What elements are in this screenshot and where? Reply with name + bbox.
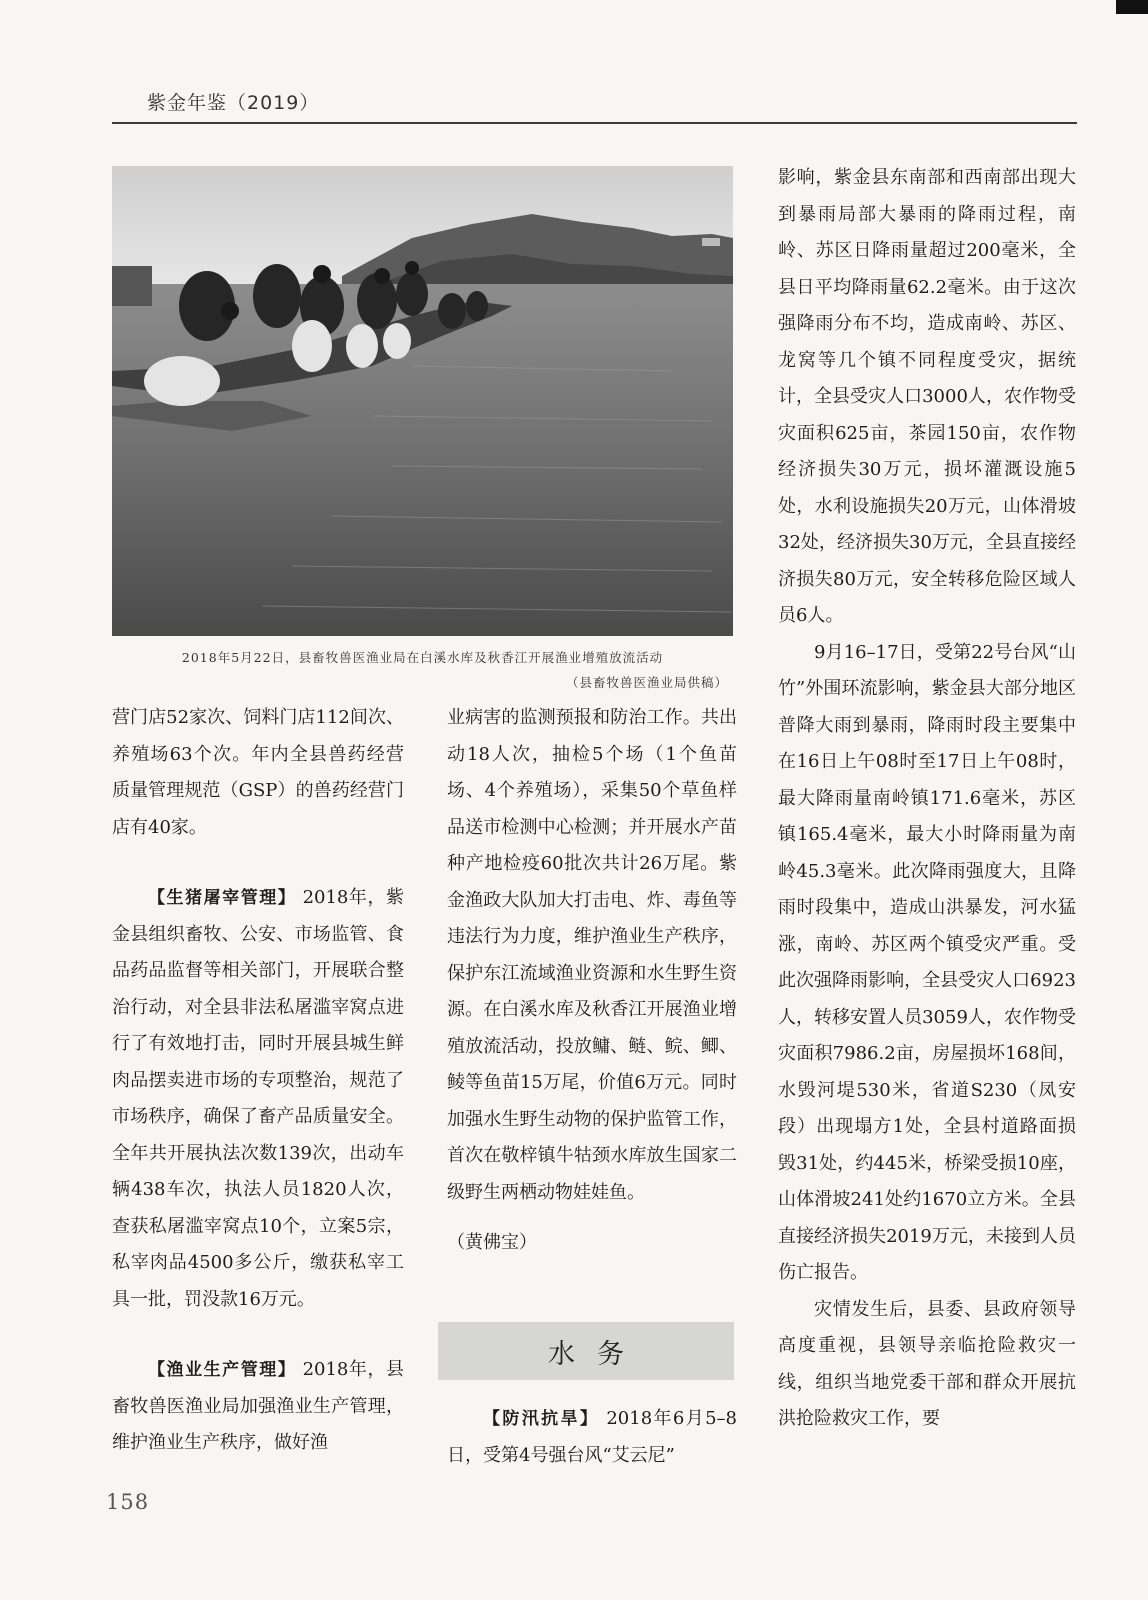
page-number: 158: [106, 1490, 150, 1514]
section-body-flood-control: 2018年6月5–8日，受第4号强台风“艾云尼”: [447, 1408, 737, 1466]
photo-credit: （县畜牧兽医渔业局供稿）: [565, 675, 728, 690]
scan-corner-mark: [1116, 0, 1148, 14]
running-header-title: 紫金年鉴（2019）: [147, 92, 320, 114]
header-rule: [112, 122, 1077, 124]
paragraph-inspection-stats: 营门店52家次、饲料门店112间次、养殖场63个次。年内全县兽药经营质量管理规范（GSP）的兽药经营门店有40家。: [112, 707, 404, 838]
release-activity-photo: [112, 166, 733, 636]
paragraph-disaster-response: 灾情发生后，县委、县政府领导高度重视，县领导亲临抢险救灾一线，组织当地党委干部和群众开展抗洪抢险救灾工作，要: [778, 1298, 1076, 1429]
section-pig-slaughter: [112, 880, 404, 1318]
column-left: [112, 700, 404, 1462]
section-body-fishery-production: 2018年，县畜牧兽医渔业局加强渔业生产管理，维护渔业生产秩序，做好渔: [112, 1359, 404, 1453]
paragraph-fishery-continued: 业病害的监测预报和防治工作。共出动18人次，抽检5个场（1个鱼苗场、4个养殖场），采集50个草鱼样品送市检测中心检测；并开展水产苗种产地检疫60批次共计26万尾。紫金渔政大队加大打击电、炸、毒鱼等违法行为力度，维护渔业生产秩序，保护东江流域渔业资源和水生野生资源。在白溪水库及秋香江开展渔业增殖放流活动，投放鳙、鲢、鲩、鲫、鲮等鱼苗15万尾，价值6万元。同时加强水生野生动物的保护监管工作，首次在敬梓镇牛牯颈水库放生国家二级野生两栖动物娃娃鱼。: [447, 707, 737, 1203]
section-title-flood-control: 【防汛抗旱】: [483, 1409, 600, 1429]
photo-caption: 2018年5月22日，县畜牧兽医渔业局在白溪水库及秋香江开展渔业增殖放流活动: [181, 650, 664, 665]
section-title-fishery-production: 【渔业生产管理】: [148, 1360, 297, 1380]
column-middle: [447, 700, 737, 1262]
column-middle-bottom: [447, 1401, 737, 1474]
section-banner-water-affairs: [438, 1322, 734, 1380]
column-right: [778, 160, 1076, 1438]
paragraph-typhoon-mangkhut: 9月16–17日，受第22号台风“山竹”外围环流影响，紫金县大部分地区普降大雨到暴雨，降雨时段主要集中在16日上午08时至17日上午08时，最大降雨量南岭镇171.6毫米，苏区镇165.4毫米，最大小时降雨量为南岭45.3毫米。此次降雨强度大，且降雨时段集中，造成山洪暴发，河水猛涨，南岭、苏区两个镇受灾严重。受此次强降雨影响，全县受灾人口6923人，转移安置人员3059人，农作物受灾面积7986.2亩，房屋损坏168间，水毁河堤530米，省道S230（凤安段）出现塌方1处，全县村道路面损毁31处，约445米，桥梁受损10座，山体滑坡241处约1670立方米。全县直接经济损失2019万元，未接到人员伤亡报告。: [778, 641, 1076, 1283]
section-title-pig-slaughter: 【生猪屠宰管理】: [148, 888, 297, 908]
section-flood-control: [447, 1401, 737, 1474]
author-credit: （黄佛宝）: [447, 1232, 537, 1253]
section-fishery-production: [112, 1352, 404, 1462]
banner-title: 水务: [548, 1338, 646, 1370]
paragraph-typhoon-ewiniar: 影响，紫金县东南部和西南部出现大到暴雨局部大暴雨的降雨过程，南岭、苏区日降雨量超过200毫米，全县日平均降雨量62.2毫米。由于这次强降雨分布不均，造成南岭、苏区、龙窝等几个镇不同程度受灾，据统计，全县受灾人口3000人，农作物受灾面积625亩，茶园150亩，农作物经济损失30万元，损坏灌溉设施5处，水利设施损失20万元，山体滑坡32处，经济损失30万元，全县直接经济损失80万元，安全转移危险区域人员6人。: [778, 167, 1076, 626]
section-body-pig-slaughter: 2018年，紫金县组织畜牧、公安、市场监管、食品药品监督等相关部门，开展联合整治行动，对全县非法私屠滥宰窝点进行了有效地打击，同时开展县城生鲜肉品摆卖进市场的专项整治，规范了市场秩序，确保了畜产品质量安全。全年共开展执法次数139次，出动车辆438车次，执法人员1820人次，查获私屠滥宰窝点10个，立案5宗，私宰肉品4500多公斤，缴获私宰工具一批，罚没款16万元。: [112, 887, 404, 1310]
